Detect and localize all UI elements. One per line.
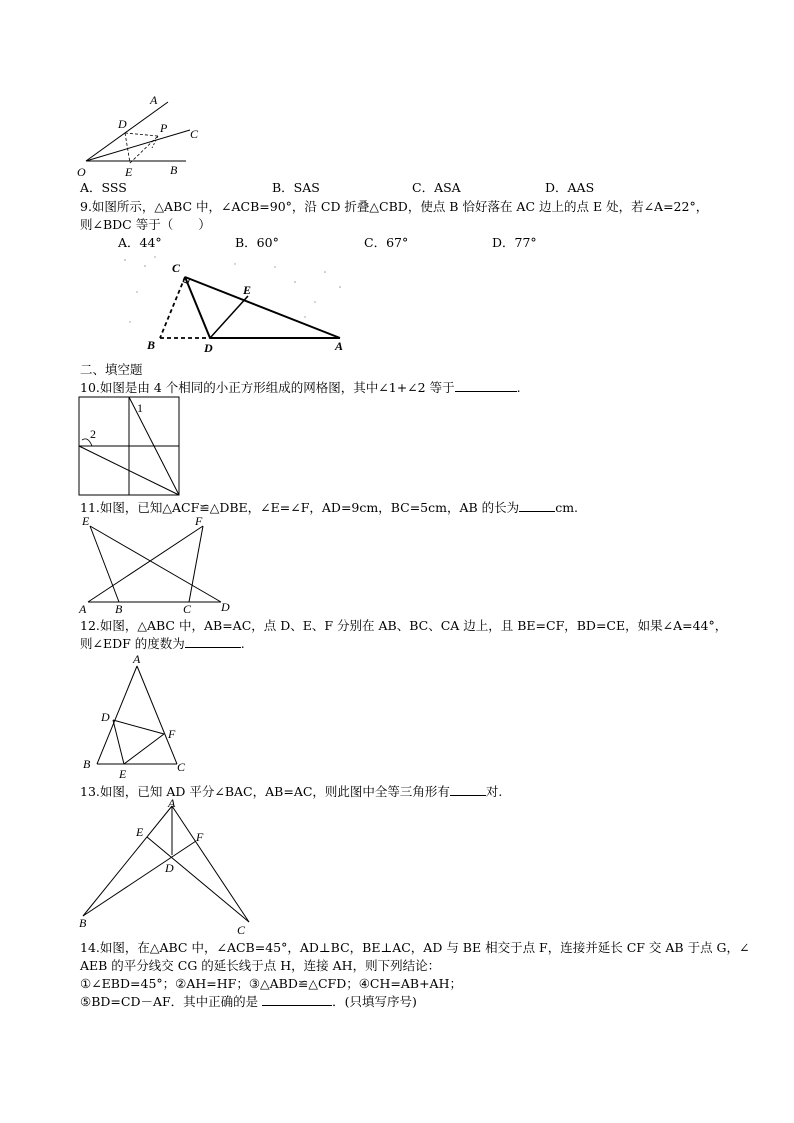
q12-label-F: F [168, 727, 176, 741]
q9-label-A: A [335, 339, 344, 353]
q14-answer-blank[interactable] [262, 994, 332, 1006]
q11-answer-blank[interactable] [519, 500, 555, 512]
q9-figure [115, 252, 355, 362]
q9-label-B: B [147, 338, 156, 352]
q8-option-c: C．ASA [412, 180, 461, 195]
q10-angle-2-label: 2 [90, 427, 96, 441]
q12-text-line2-after: . [240, 636, 245, 651]
q13-answer-blank[interactable] [450, 784, 486, 796]
q10-grid-figure [78, 396, 182, 498]
q11-label-E: E [82, 514, 90, 528]
q9-text-line1: 9.如图所示，△ABC 中，∠ACB=90°，沿 CD 折叠△CBD，使点 B 恰好落在 AC 边上的点 E 处，若∠A=22°， [80, 199, 709, 214]
q12-text-line1: 12.如图，△ABC 中，AB=AC，点 D、E、F 分别在 AB、BC、CA 边上，且 BE=CF，BD=CE，如果∠A=44°， [80, 618, 728, 633]
q12-label-A: A [133, 652, 141, 666]
q11-text-before: 11.如图，已知△ACF≌△DBE，∠E=∠F，AD=9cm，BC=5cm，AB 的长为 [80, 500, 520, 515]
q9-label-E: E [243, 283, 252, 297]
q12-label-B: B [83, 757, 91, 771]
q10-angle-1-label: 1 [137, 401, 143, 415]
q14-text-line4 [80, 994, 417, 1010]
q14-text-line3: ①∠EBD=45°；②AH=HF；③△ABD≌△CFD；④CH=AB+AH； [80, 976, 462, 991]
q13-label-A: A [168, 796, 176, 810]
q13-label-F: F [196, 830, 204, 844]
q9-option-d: D．77° [492, 235, 537, 250]
q12-label-D: D [101, 710, 110, 724]
q11-label-B: B [115, 602, 123, 616]
q13-label-C: C [237, 923, 246, 937]
q8-label-E: E [125, 165, 133, 179]
q10-text-before: 10.如图是由 4 个相同的小正方形组成的网格图，其中∠1+∠2 等于 [80, 380, 455, 395]
q14-text-line1: 14.如图，在△ABC 中，∠ACB=45°，AD⊥BC，BE⊥AC，AD 与 BE 相交于点 F，连接并延长 CF 交 AB 于点 G，∠ [80, 940, 750, 955]
q11-label-C: C [183, 602, 192, 616]
q8-label-P: P [160, 121, 168, 135]
q10-answer-blank[interactable] [455, 380, 517, 392]
q9-label-D: D [204, 341, 213, 355]
q8-figure [70, 90, 210, 180]
q12-label-E: E [119, 767, 127, 781]
q9-text-line2: 则∠BDC 等于（ ） [80, 217, 211, 232]
q12-answer-blank[interactable] [185, 636, 241, 648]
q14-text-line2: AEB 的平分线交 CG 的延长线于点 H，连接 AH，则下列结论： [80, 958, 441, 973]
q8-option-d: D．AAS [545, 180, 595, 195]
q8-label-O: O [77, 165, 86, 179]
q10-text-after: . [516, 380, 521, 395]
q14-text-line4-before: ⑤BD=CD－AF．其中正确的是 [80, 994, 259, 1009]
q8-label-C: C [190, 127, 199, 141]
q8-label-D: D [118, 117, 127, 131]
q8-label-A: A [150, 93, 158, 107]
q9-label-C: C [172, 261, 181, 275]
q14-text-line4-after: ．(只填写序号) [332, 994, 417, 1009]
q11-label-D: D [221, 600, 230, 614]
q8-option-a: A．SSS [80, 180, 127, 195]
q13-label-B: B [79, 916, 87, 930]
q13-label-D: D [165, 861, 174, 875]
q11-label-A: A [79, 602, 87, 616]
q9-option-b: B．60° [235, 235, 279, 250]
q11-text-after: cm. [555, 500, 579, 515]
q9-option-a: A．44° [118, 235, 162, 250]
q11-label-F: F [195, 514, 203, 528]
q13-label-E: E [136, 825, 144, 839]
q13-figure [76, 796, 256, 936]
q12-figure [80, 652, 200, 780]
q11-figure [76, 514, 246, 614]
q8-label-B: B [170, 163, 178, 177]
q9-option-c: C．67° [364, 235, 409, 250]
q12-label-C: C [177, 760, 186, 774]
section-title-fill-in: 二、填空题 [80, 362, 143, 377]
q10-text [80, 380, 521, 396]
q13-text-before: 13.如图，已知 AD 平分∠BAC，AB=AC，则此图中全等三角形有 [80, 784, 450, 799]
q8-option-b: B．SAS [272, 180, 320, 195]
q12-text-line2-before: 则∠EDF 的度数为 [80, 636, 185, 651]
q12-text-line2 [80, 636, 245, 652]
q13-text-after: 对. [485, 784, 503, 799]
